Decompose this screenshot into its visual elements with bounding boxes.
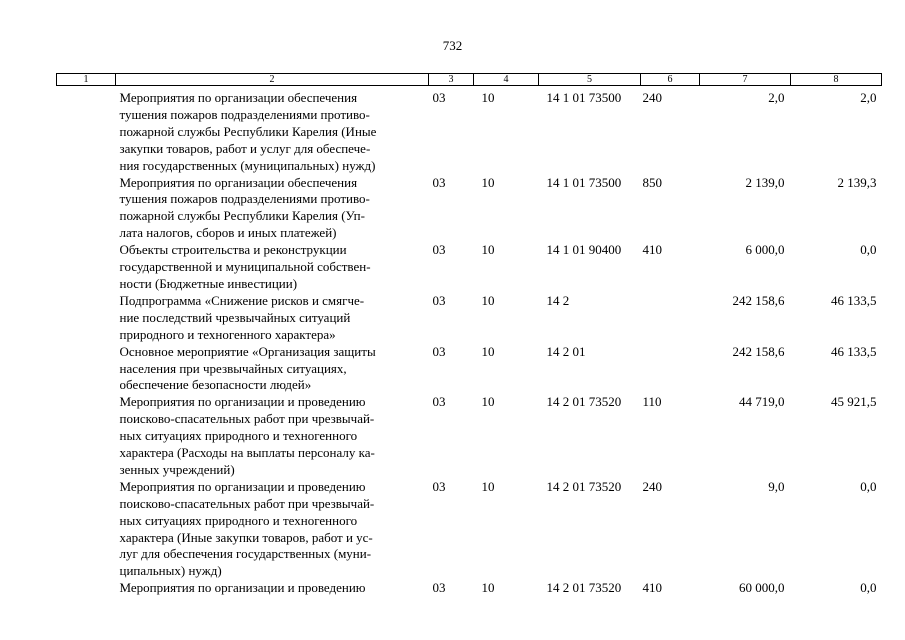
description-line: тушения пожаров подразделениями противо-	[119, 106, 370, 122]
description-line: Мероприятия по организации обеспечения	[119, 90, 358, 105]
description-line: ние последствий чрезвычайных ситуаций	[119, 309, 351, 325]
description-line: государственной и муниципальной собствен-	[119, 259, 371, 275]
amount-year1-cell: 2 139,0	[745, 174, 785, 190]
expense-type-cell: 240	[642, 90, 662, 105]
expense-type-cell: 240	[642, 478, 662, 494]
description-cell	[116, 86, 429, 175]
description-line: Мероприятия по организации и проведению	[119, 394, 366, 410]
description-line: ния государственных (муниципальных) нужд)	[119, 157, 376, 173]
target-article-cell: 14 2 01 73520	[546, 394, 622, 410]
section-code-cell: 03	[432, 90, 446, 105]
description-line: Мероприятия по организации и проведению	[119, 478, 366, 494]
table-row	[57, 175, 882, 243]
page-number: 732	[442, 38, 463, 53]
amount-year1-cell: 6 000,0	[745, 242, 785, 258]
description-line: Мероприятия по организации обеспечения	[119, 174, 358, 190]
column-header: 2	[116, 74, 429, 86]
subsection-code-cell: 10	[481, 394, 495, 410]
target-article-cell: 14 2 01 73520	[546, 478, 622, 494]
expense-type-cell: 410	[642, 242, 662, 258]
row-number-cell	[57, 394, 116, 479]
subsection-code-cell: 10	[481, 90, 495, 105]
subsection-code-cell: 10	[481, 174, 495, 190]
description-line: Подпрограмма «Снижение рисков и смягче-	[119, 292, 365, 308]
section-code-cell: 03	[432, 580, 446, 596]
section-code-cell: 03	[432, 394, 446, 410]
description-line: природного и техногенного характера»	[119, 326, 336, 342]
target-article-cell: 14 2 01	[546, 343, 586, 359]
amount-year2-cell: 0,0	[860, 242, 877, 258]
description-line: тушения пожаров подразделениями противо-	[119, 191, 370, 207]
table-row	[57, 242, 882, 293]
column-header: 4	[474, 74, 539, 86]
description-line: ных ситуациях природного и техногенного	[119, 512, 358, 528]
target-article-cell: 14 1 01 90400	[546, 242, 622, 258]
target-article-cell: 14 1 01 73500	[546, 174, 622, 190]
description-cell	[116, 293, 429, 344]
section-code-cell: 03	[432, 242, 446, 258]
column-header: 5	[539, 74, 641, 86]
table-body	[57, 86, 882, 598]
column-number-header	[57, 74, 882, 86]
target-article-cell: 14 2	[546, 292, 570, 308]
description-cell	[116, 344, 429, 395]
amount-year1-cell: 242 158,6	[732, 343, 785, 359]
column-header: 6	[641, 74, 700, 86]
description-line: ности (Бюджетные инвестиции)	[119, 275, 298, 291]
target-article-cell: 14 1 01 73500	[546, 90, 622, 105]
expense-type-cell: 410	[642, 580, 662, 596]
expense-type-cell: 110	[642, 394, 662, 410]
amount-year1-cell: 2,0	[768, 90, 785, 105]
row-number-cell	[57, 479, 116, 580]
subsection-code-cell: 10	[481, 292, 495, 308]
column-header: 1	[57, 74, 116, 86]
amount-year2-cell: 46 133,5	[831, 343, 877, 359]
section-code-cell: 03	[432, 174, 446, 190]
description-cell	[116, 394, 429, 479]
section-code-cell: 03	[432, 343, 446, 359]
row-number-cell	[57, 293, 116, 344]
amount-year1-cell: 9,0	[768, 478, 785, 494]
subsection-code-cell: 10	[481, 478, 495, 494]
subsection-code-cell: 10	[481, 242, 495, 258]
row-number-cell	[57, 242, 116, 293]
description-line: ципальных) нужд)	[119, 563, 222, 579]
table-row	[57, 394, 882, 479]
row-number-cell	[57, 86, 116, 175]
target-article-cell: 14 2 01 73520	[546, 580, 622, 596]
amount-year2-cell: 0,0	[860, 580, 877, 596]
description-line: поисково-спасательных работ при чрезвычай-	[119, 411, 375, 427]
amount-year2-cell: 2 139,3	[837, 174, 877, 190]
column-header: 3	[429, 74, 474, 86]
description-line: зенных учреждений)	[119, 461, 235, 477]
table-row	[57, 344, 882, 395]
column-header: 8	[791, 74, 882, 86]
table-row	[57, 479, 882, 580]
amount-year1-cell: 44 719,0	[739, 394, 785, 410]
row-number-cell	[57, 175, 116, 243]
amount-year2-cell: 0,0	[860, 478, 877, 494]
section-code-cell: 03	[432, 478, 446, 494]
amount-year2-cell: 46 133,5	[831, 292, 877, 308]
description-line: Основное мероприятие «Организация защиты	[119, 343, 376, 359]
amount-year1-cell: 242 158,6	[732, 292, 785, 308]
description-cell	[116, 479, 429, 580]
table-row	[57, 86, 882, 175]
amount-year1-cell: 60 000,0	[739, 580, 785, 596]
description-line: обеспечение безопасности людей»	[119, 377, 312, 393]
expense-type-cell	[641, 293, 700, 344]
expense-type-cell	[641, 344, 700, 395]
budget-table	[56, 73, 882, 597]
description-line: лата налогов, сборов и иных платежей)	[119, 225, 337, 241]
description-cell	[116, 175, 429, 243]
description-line: Мероприятия по организации и проведению	[119, 580, 366, 596]
amount-year2-cell: 2,0	[860, 90, 877, 105]
description-line: луг для обеспечения государственных (муни-	[119, 546, 372, 562]
table-row	[57, 293, 882, 344]
expense-type-cell: 850	[642, 174, 662, 190]
row-number-cell	[57, 344, 116, 395]
description-line: характера (Расходы на выплаты персоналу ка-	[119, 445, 375, 461]
column-header: 7	[700, 74, 791, 86]
description-line: населения при чрезвычайных ситуациях,	[119, 360, 347, 376]
description-cell	[116, 242, 429, 293]
description-line: закупки товаров, работ и услуг для обеспече-	[119, 140, 371, 156]
description-line: Объекты строительства и реконструкции	[119, 242, 347, 258]
description-line: пожарной службы Республики Карелия (Иные	[119, 123, 377, 139]
description-line: характера (Иные закупки товаров, работ и ус-	[119, 529, 373, 545]
table-row	[57, 580, 882, 597]
section-code-cell: 03	[432, 292, 446, 308]
description-line: поисково-спасательных работ при чрезвычай-	[119, 495, 375, 511]
description-line: пожарной службы Республики Карелия (Уп-	[119, 208, 365, 224]
amount-year2-cell: 45 921,5	[831, 394, 877, 410]
description-cell	[116, 580, 429, 597]
description-line: ных ситуациях природного и техногенного	[119, 428, 358, 444]
row-number-cell	[57, 580, 116, 597]
subsection-code-cell: 10	[481, 343, 495, 359]
subsection-code-cell: 10	[481, 580, 495, 596]
